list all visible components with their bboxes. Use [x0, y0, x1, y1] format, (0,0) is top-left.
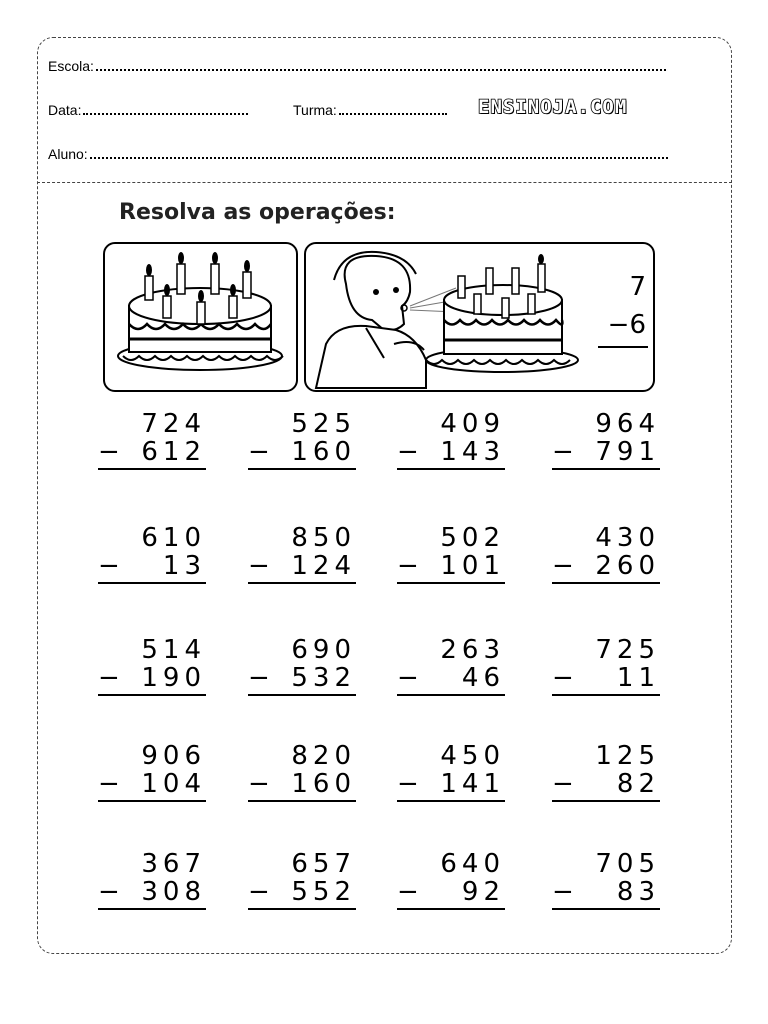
subtrahend-row: [248, 552, 356, 584]
subtrahend: 104: [141, 769, 206, 799]
minus-sign: −: [552, 551, 579, 581]
minus-sign: −: [248, 769, 275, 799]
school-line: [96, 68, 666, 71]
subtrahend-row: [98, 770, 206, 802]
minuend: 640: [440, 849, 505, 879]
subtrahend: 552: [291, 877, 356, 907]
minus-sign: −: [397, 437, 424, 467]
subtrahend-row: [397, 438, 505, 470]
subtraction-problem[interactable]: [397, 636, 505, 696]
subtraction-problem[interactable]: [248, 742, 356, 802]
boy-panel: [304, 242, 655, 392]
subtrahend-row: [248, 878, 356, 910]
page-title: Resolva as operações:: [119, 200, 396, 225]
minuend: 850: [291, 523, 356, 553]
minus-sign: −: [248, 877, 275, 907]
subtraction-problem[interactable]: [98, 410, 206, 470]
cake-panel: [103, 242, 298, 392]
subtrahend-row: [98, 438, 206, 470]
subtrahend: 612: [141, 437, 206, 467]
subtrahend: 141: [440, 769, 505, 799]
subtraction-problem[interactable]: [397, 850, 505, 910]
minuend: 906: [141, 741, 206, 771]
minus-sign: −: [397, 877, 424, 907]
subtrahend-row: [98, 552, 206, 584]
example-bottom-number: [598, 310, 646, 340]
minus-sign: −: [98, 769, 125, 799]
subtrahend-row: [248, 438, 356, 470]
subtrahend-row: [397, 664, 505, 696]
minus-sign: −: [397, 551, 424, 581]
subtrahend: 791: [595, 437, 660, 467]
subtraction-problem[interactable]: [98, 524, 206, 584]
minuend: 610: [141, 523, 206, 553]
student-label: Aluno:: [48, 146, 88, 162]
subtrahend-row: [248, 664, 356, 696]
minuend: 705: [595, 849, 660, 879]
subtraction-problem[interactable]: [248, 850, 356, 910]
class-label: Turma:: [293, 102, 337, 118]
subtrahend: 260: [595, 551, 660, 581]
minuend: 725: [595, 635, 660, 665]
subtraction-problem[interactable]: [552, 742, 660, 802]
subtrahend-row: [98, 878, 206, 910]
minuend: 724: [141, 409, 206, 439]
worksheet-border: [37, 37, 732, 954]
class-field[interactable]: [293, 102, 447, 118]
minus-sign: −: [552, 663, 579, 693]
example-minus-sign: −: [607, 310, 630, 340]
minuend: 409: [440, 409, 505, 439]
subtrahend-row: [98, 664, 206, 696]
subtraction-problem[interactable]: [397, 410, 505, 470]
minus-sign: −: [98, 437, 125, 467]
header-separator: [37, 182, 732, 183]
minus-sign: −: [552, 877, 579, 907]
subtrahend: 46: [461, 663, 505, 693]
example-subtrahend: 6: [629, 310, 646, 340]
subtrahend: 160: [291, 437, 356, 467]
minuend: 525: [291, 409, 356, 439]
student-field[interactable]: [48, 146, 668, 162]
minuend: 450: [440, 741, 505, 771]
example-top-number: 7: [629, 272, 646, 302]
minus-sign: −: [552, 769, 579, 799]
minus-sign: −: [552, 437, 579, 467]
minus-sign: −: [98, 551, 125, 581]
subtrahend-row: [397, 770, 505, 802]
subtraction-problem[interactable]: [552, 850, 660, 910]
minuend: 964: [595, 409, 660, 439]
minus-sign: −: [248, 437, 275, 467]
minus-sign: −: [397, 663, 424, 693]
subtraction-problem[interactable]: [552, 410, 660, 470]
subtrahend-row: [552, 878, 660, 910]
minuend: 502: [440, 523, 505, 553]
brand-logo: ENSINOJA.COM: [478, 96, 628, 118]
subtraction-problem[interactable]: [552, 524, 660, 584]
subtrahend: 124: [291, 551, 356, 581]
subtrahend: 82: [616, 769, 660, 799]
subtrahend: 532: [291, 663, 356, 693]
date-label: Data:: [48, 102, 82, 118]
subtrahend: 190: [141, 663, 206, 693]
subtrahend-row: [248, 770, 356, 802]
subtrahend: 143: [440, 437, 505, 467]
subtrahend: 308: [141, 877, 206, 907]
subtraction-problem[interactable]: [397, 742, 505, 802]
subtraction-problem[interactable]: [552, 636, 660, 696]
minus-sign: −: [248, 551, 275, 581]
subtrahend-row: [397, 878, 505, 910]
subtrahend: 92: [461, 877, 505, 907]
subtrahend: 83: [616, 877, 660, 907]
subtraction-problem[interactable]: [98, 636, 206, 696]
minus-sign: −: [397, 769, 424, 799]
minuend: 657: [291, 849, 356, 879]
minuend: 263: [440, 635, 505, 665]
date-field[interactable]: [48, 102, 248, 118]
cake-illustration: [105, 244, 296, 390]
subtrahend-row: [552, 438, 660, 470]
subtraction-problem[interactable]: [98, 850, 206, 910]
subtrahend: 160: [291, 769, 356, 799]
minuend: 430: [595, 523, 660, 553]
minuend: 125: [595, 741, 660, 771]
student-line: [90, 156, 668, 159]
minus-sign: −: [98, 877, 125, 907]
minuend: 690: [291, 635, 356, 665]
school-field[interactable]: [48, 58, 666, 74]
subtraction-problem[interactable]: [248, 410, 356, 470]
subtrahend: 101: [440, 551, 505, 581]
subtrahend: 13: [162, 551, 206, 581]
example-answer-line: [598, 346, 648, 348]
subtrahend-row: [397, 552, 505, 584]
class-line: [339, 112, 447, 115]
minus-sign: −: [98, 663, 125, 693]
subtrahend-row: [552, 770, 660, 802]
subtraction-problem[interactable]: [248, 524, 356, 584]
subtrahend: 11: [616, 663, 660, 693]
minuend: 367: [141, 849, 206, 879]
subtraction-problem[interactable]: [98, 742, 206, 802]
minuend: 820: [291, 741, 356, 771]
date-line: [83, 112, 248, 115]
subtraction-problem[interactable]: [397, 524, 505, 584]
minus-sign: −: [248, 663, 275, 693]
subtrahend-row: [552, 552, 660, 584]
school-label: Escola:: [48, 58, 94, 74]
minuend: 514: [141, 635, 206, 665]
subtrahend-row: [552, 664, 660, 696]
subtraction-problem[interactable]: [248, 636, 356, 696]
